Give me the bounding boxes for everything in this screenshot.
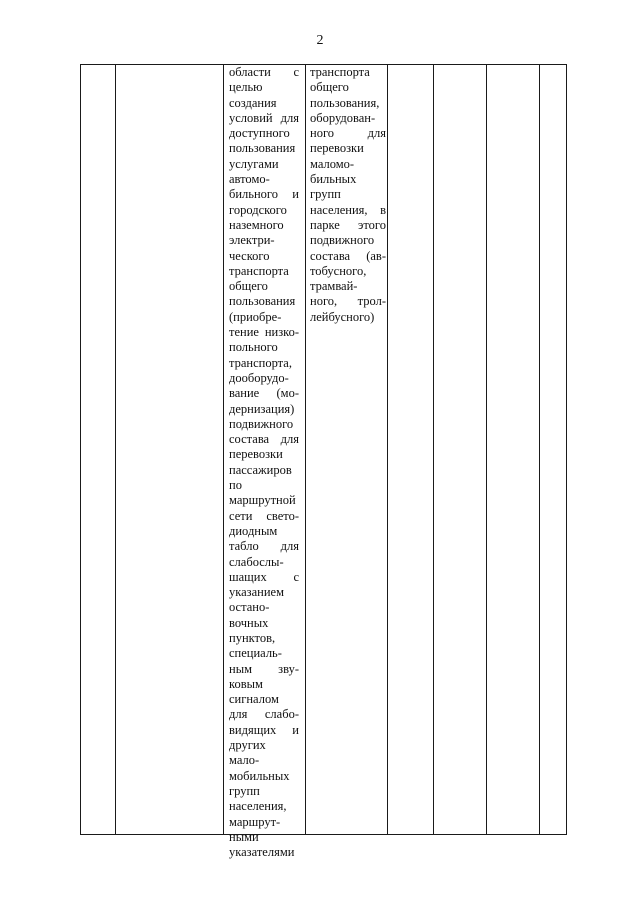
cell-text-line: (приобре- <box>229 309 282 324</box>
cell-text-line: вочных <box>229 615 269 630</box>
cell-text-line: целью <box>229 80 263 95</box>
column-divider <box>115 65 116 834</box>
cell-text-line: ными <box>229 829 259 844</box>
cell-text-line: сети свето- <box>229 508 299 523</box>
cell-text-line: шащих с <box>229 569 299 584</box>
cell-text-line: видящих и <box>229 722 299 737</box>
cell-text-line: бильных <box>310 172 357 187</box>
cell-text-line: транспорта, <box>229 355 292 370</box>
cell-text-line: транспорта <box>229 263 289 278</box>
cell-text-line: дернизация) <box>229 401 295 416</box>
cell-text-line: специаль- <box>229 646 282 661</box>
cell-text-line: маломо- <box>310 156 355 171</box>
cell-text-line: транспорта <box>310 65 370 79</box>
cell-text-line: наземного <box>229 217 284 232</box>
cell-text-line: условий для <box>229 110 299 125</box>
cell-text-line: тобусного, <box>310 263 367 278</box>
cell-text-line: для слабо- <box>229 707 299 722</box>
cell-text-line: пользования, <box>310 95 380 110</box>
cell-text-line: остано- <box>229 600 270 615</box>
cell-text-line: мало- <box>229 753 260 768</box>
cell-text-line: пассажиров <box>229 462 292 477</box>
cell-text-line: указателями <box>229 845 295 860</box>
column-divider <box>433 65 434 834</box>
cell-text-line: создания <box>229 95 277 110</box>
cell-text-line: состава (ав- <box>310 248 386 263</box>
cell-text-line: вание (мо- <box>229 386 299 401</box>
page-number: 2 <box>316 33 324 48</box>
cell-text-line: подвижного <box>229 416 294 431</box>
cell-text-line: дооборудо- <box>229 370 289 385</box>
cell-text-line: электри- <box>229 233 275 248</box>
cell-text-line: населения, в <box>310 202 386 217</box>
cell-text-line: тение низко- <box>229 325 299 340</box>
column-divider <box>305 65 306 834</box>
cell-text-line: перевозки <box>310 141 364 156</box>
column-divider <box>539 65 540 834</box>
cell-text-line: услугами <box>229 156 279 171</box>
cell-text-line: бильного и <box>229 187 299 202</box>
cell-text-line: маршрутной <box>229 493 296 508</box>
cell-text-line: ного, трол- <box>310 294 386 309</box>
cell-text-line: групп <box>229 783 260 798</box>
cell-text-line: парке этого <box>310 217 386 232</box>
indicator-description-cell <box>310 65 386 325</box>
cell-text-line: указанием <box>229 585 285 600</box>
cell-text-line: перевозки <box>229 447 283 462</box>
cell-text-line: пользования <box>229 294 296 309</box>
cell-text-line: мобильных <box>229 768 290 783</box>
cell-text-line: состава для <box>229 432 299 447</box>
cell-text-line: табло для <box>229 539 299 554</box>
cell-text-line: трамвай- <box>310 279 358 294</box>
cell-text-line: лейбусного) <box>310 309 375 324</box>
cell-text-line: городского <box>229 202 287 217</box>
cell-text-line: пунктов, <box>229 630 276 645</box>
cell-text-line: оборудован- <box>310 110 376 125</box>
cell-text-line: ческого <box>229 248 270 263</box>
cell-text-line: других <box>229 738 266 753</box>
cell-text-line: ного для <box>310 126 386 141</box>
cell-text-line: слабослы- <box>229 554 284 569</box>
cell-text-line: по <box>229 478 242 493</box>
cell-text-line: ковым <box>229 676 263 691</box>
data-table <box>80 64 567 860</box>
cell-text-line: общего <box>310 80 349 95</box>
column-divider <box>223 65 224 834</box>
cell-text-line: диодным <box>229 523 278 538</box>
column-divider <box>387 65 388 834</box>
measure-description-cell <box>229 65 299 860</box>
cell-text-line: маршрут- <box>229 814 281 829</box>
cell-text-line: подвижного <box>310 233 375 248</box>
cell-text-line: автомо- <box>229 172 270 187</box>
cell-text-line: польного <box>229 340 278 355</box>
cell-text-line: сигналом <box>229 692 279 707</box>
cell-text-line: населения, <box>229 799 287 814</box>
cell-text-line: пользования <box>229 141 296 156</box>
cell-text-line: общего <box>229 279 268 294</box>
cell-text-line: доступного <box>229 126 290 141</box>
column-divider <box>486 65 487 834</box>
cell-text-line: области с <box>229 65 299 79</box>
cell-text-line: ным зву- <box>229 661 299 676</box>
cell-text-line: групп <box>310 187 341 202</box>
